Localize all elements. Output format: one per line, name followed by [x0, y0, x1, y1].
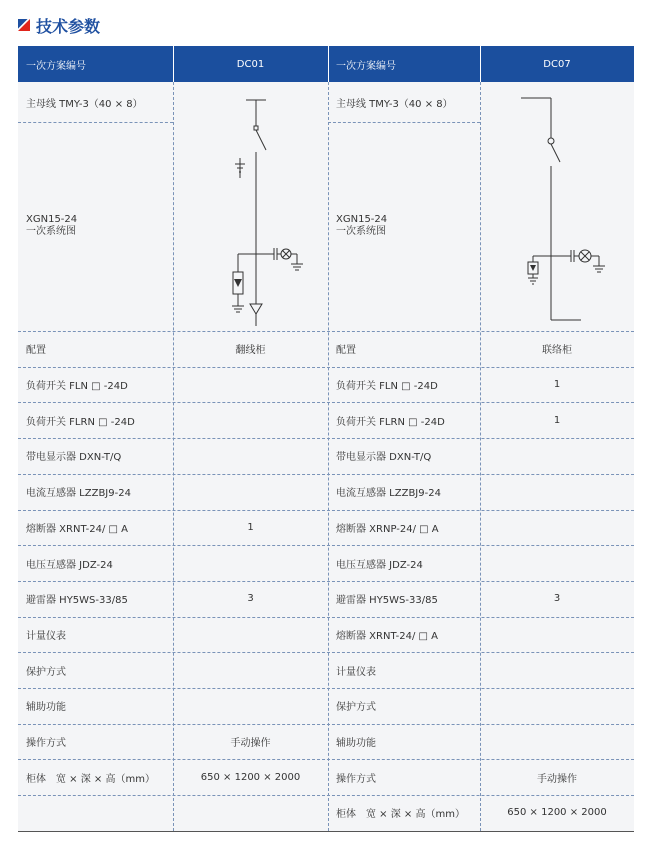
left-row-value [173, 652, 328, 688]
left-row-value [173, 545, 328, 581]
busbar-label-right: 主母线 TMY-3（40 × 8） [336, 98, 453, 110]
right-row-label: 电流互感器 LZZBJ9-24 [336, 488, 441, 500]
right-row-label: 保护方式 [336, 702, 376, 714]
left-row-value: 650 × 1200 × 2000 [200, 771, 301, 783]
right-row-label: 带电显示器 DXN-T/Q [336, 452, 432, 464]
right-row-value [480, 688, 634, 724]
right-row-value: 3 [553, 593, 561, 605]
right-row-label: 熔断器 XRNP-24/ □ A [336, 523, 439, 535]
left-row-label: 避雷器 HY5WS-33/85 [26, 595, 128, 607]
right-row-label: 辅助功能 [336, 738, 376, 750]
right-row-value [480, 474, 634, 510]
left-row-label: 负荷开关 FLN □ -24D [26, 381, 128, 393]
system-label-left: XGN15-24 一次系统图 [26, 214, 78, 237]
left-row-label: 操作方式 [26, 738, 66, 750]
right-row-value [480, 724, 634, 760]
right-row-label: 熔断器 XRNT-24/ □ A [336, 630, 438, 642]
left-row-value [173, 438, 328, 474]
left-row-value [173, 688, 328, 724]
section-heading [18, 14, 100, 36]
left-row-value: 翻线柜 [235, 345, 266, 357]
left-row-value [173, 367, 328, 403]
left-row-label: 配置 [26, 345, 46, 357]
left-row-value [173, 617, 328, 653]
left-row-value [173, 795, 328, 831]
right-row-label: 负荷开关 FLN □ -24D [336, 381, 438, 393]
right-row-value: 650 × 1200 × 2000 [507, 807, 607, 819]
left-row-label: 电流互感器 LZZBJ9-24 [26, 488, 131, 500]
right-row-value [480, 438, 634, 474]
right-row-value: 联络柜 [542, 345, 572, 357]
right-row-value [480, 617, 634, 653]
right-row-value [480, 545, 634, 581]
parameter-table [18, 46, 634, 831]
left-row-value [173, 474, 328, 510]
left-row-label: 熔断器 XRNT-24/ □ A [26, 523, 128, 535]
left-row-value [173, 402, 328, 438]
left-row-label: 带电显示器 DXN-T/Q [26, 452, 122, 464]
right-row-value: 1 [553, 414, 561, 426]
right-row-label: 计量仪表 [336, 666, 376, 678]
right-row-label: 操作方式 [336, 773, 376, 785]
right-row-label: 电压互感器 JDZ-24 [336, 559, 423, 571]
page-title: 技术参数 [36, 16, 101, 36]
heading-flag-icon [18, 19, 30, 31]
left-row-label: 计量仪表 [26, 630, 66, 642]
left-row-label: 辅助功能 [26, 702, 66, 714]
left-row-value: 1 [247, 521, 254, 533]
left-row-label: 保护方式 [26, 666, 66, 678]
right-row-value [480, 652, 634, 688]
header-right-code: DC07 [480, 46, 634, 82]
left-row-label: 柜体 宽 × 深 × 高（mm） [26, 773, 155, 785]
right-row-value: 手动操作 [537, 773, 577, 785]
left-row-value: 手动操作 [230, 738, 271, 750]
busbar-label-left: 主母线 TMY-3（40 × 8） [26, 98, 143, 110]
dc01-system-diagram [173, 82, 328, 331]
header-left-label: 一次方案编号 [18, 46, 173, 82]
right-row-value [480, 510, 634, 546]
left-row-label [18, 795, 173, 831]
left-row-label: 负荷开关 FLRN □ -24D [26, 416, 135, 428]
right-row-label: 负荷开关 FLRN □ -24D [336, 416, 445, 428]
right-row-value: 1 [553, 379, 561, 391]
dc07-system-diagram [480, 82, 634, 331]
right-row-label: 避雷器 HY5WS-33/85 [336, 595, 438, 607]
header-left-code: DC01 [173, 46, 328, 82]
system-label-right: XGN15-24 一次系统图 [336, 214, 388, 237]
left-row-value: 3 [247, 593, 254, 605]
left-row-label: 电压互感器 JDZ-24 [26, 559, 113, 571]
header-right-label: 一次方案编号 [328, 46, 480, 82]
right-row-label: 柜体 宽 × 深 × 高（mm） [336, 809, 465, 821]
right-row-label: 配置 [336, 345, 356, 357]
